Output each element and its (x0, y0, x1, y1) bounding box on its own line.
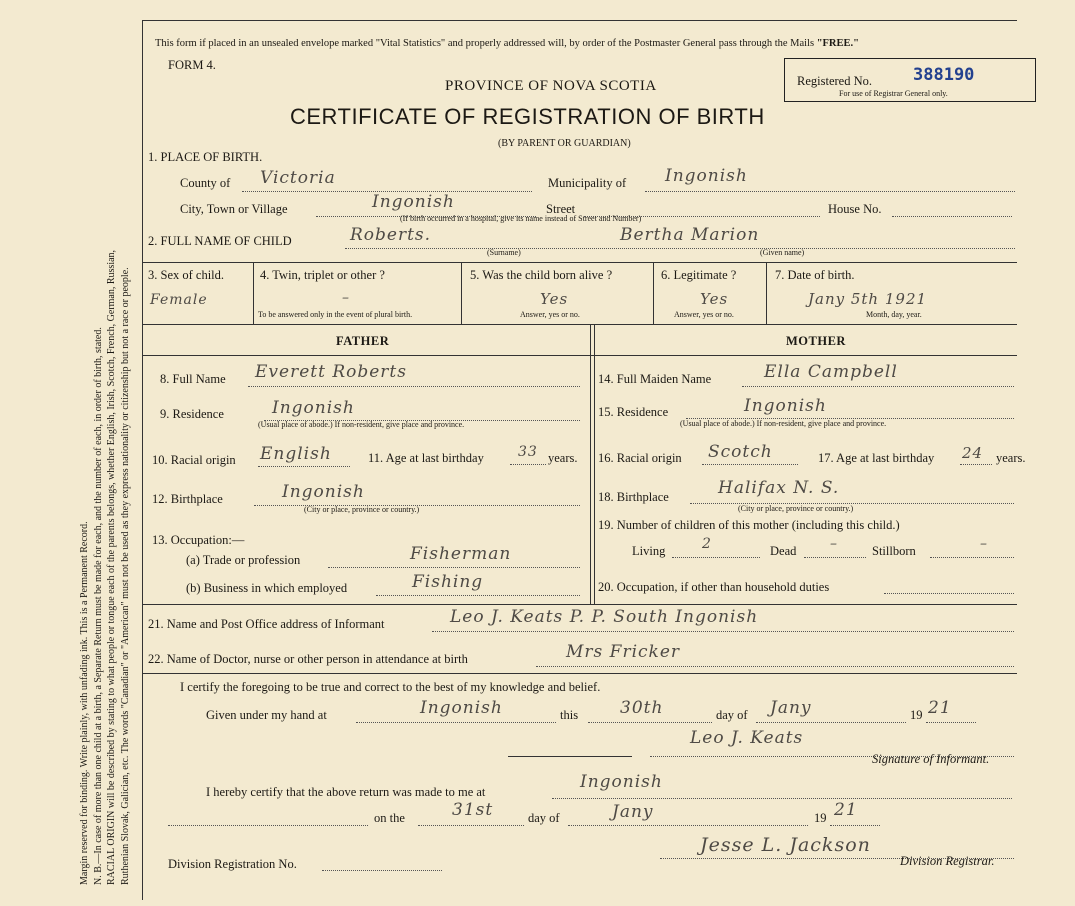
registrar-day-of-label: day of (528, 811, 560, 825)
municipality-label: Municipality of (548, 176, 627, 190)
mother-birthplace-label: 18. Birthplace (598, 490, 669, 504)
registrar-place-line (552, 798, 1012, 799)
frame-top-rule (142, 20, 1017, 21)
parents-heading-rule (142, 355, 1017, 356)
mother-residence-label: 15. Residence (598, 405, 669, 419)
registrar-note: For use of Registrar General only. (839, 89, 948, 98)
stillborn-label: Stillborn (872, 544, 916, 558)
legitimate-label: 6. Legitimate ? (661, 268, 737, 282)
father-birthplace-label: 12. Birthplace (152, 492, 223, 506)
parents-divider-2 (594, 324, 595, 604)
registrar-day-line (418, 825, 524, 826)
father-name-value: Everett Roberts (255, 362, 407, 382)
given-day-value: 30th (620, 698, 664, 718)
registrar-month-line (568, 825, 808, 826)
father-age-line (510, 464, 546, 465)
alive-note: Answer, yes or no. (520, 310, 580, 319)
business-line (376, 595, 580, 596)
margin-notes (78, 250, 132, 885)
given-this-label: this (560, 708, 579, 722)
registrar-signature-caption: Division Registrar. (900, 854, 995, 868)
house-line (892, 216, 1012, 217)
row3-divider-4 (766, 262, 767, 324)
informant-label: 21. Name and Post Office address of Informant (148, 617, 385, 631)
mother-age-line (960, 464, 992, 465)
children-count-label: 19. Number of children of this mother (including this child.) (598, 518, 900, 532)
page-title: CERTIFICATE OF REGISTRATION OF BIRTH (290, 104, 765, 129)
row3-top-rule (142, 262, 1017, 263)
informant-signature-caption: Signature of Informant. (872, 752, 990, 766)
municipality-line (645, 191, 1015, 192)
trade-line (328, 567, 580, 568)
given-year-prefix: 19 (910, 708, 923, 722)
registered-box (784, 58, 1036, 102)
father-racial-label: 10. Racial origin (152, 453, 236, 467)
street-label: Street (546, 202, 576, 216)
parents-divider (590, 324, 591, 604)
province-heading: PROVINCE OF NOVA SCOTIA (445, 78, 657, 94)
dead-value: – (830, 536, 838, 552)
living-label: Living (632, 544, 666, 558)
mother-racial-line (702, 464, 798, 465)
registrar-year-prefix: 19 (814, 811, 827, 825)
father-racial-line (258, 466, 350, 467)
informant-value: Leo J. Keats P. P. South Ingonish (450, 607, 759, 627)
division-registration-line (322, 870, 442, 871)
child-given-value: Bertha Marion (620, 225, 760, 245)
mother-occupation-label: 20. Occupation, if other than household duties (598, 580, 830, 594)
mother-birthplace-value: Halifax N. S. (718, 478, 840, 498)
row3-divider-3 (653, 262, 654, 324)
page-subtitle: (BY PARENT OR GUARDIAN) (498, 138, 631, 149)
registrar-lead-line (168, 825, 368, 826)
city-value: Ingonish (372, 192, 455, 212)
father-residence-note: (Usual place of abode.) If non-resident, give place and province. (258, 420, 465, 429)
row3-bottom-rule (142, 324, 1017, 325)
mother-years: years. (996, 451, 1026, 465)
mother-name-value: Ella Campbell (764, 362, 898, 382)
alive-value: Yes (540, 290, 569, 308)
twin-note: To be answered only in the event of plural birth. (258, 310, 413, 319)
dead-label: Dead (770, 544, 797, 558)
child-name-line (345, 248, 1015, 249)
registered-label: Registered No. (797, 74, 872, 88)
short-rule (508, 756, 632, 757)
father-heading: FATHER (336, 334, 390, 348)
margin-note-3: RACIAL ORIGIN will be described by stating to what people or tongue each of the parents belongs, whether English, Irish, Scotch, French, German, Russian, (106, 249, 117, 885)
registrar-year-line (830, 825, 880, 826)
county-label: County of (180, 176, 231, 190)
dead-line (804, 557, 866, 558)
mother-racial-label: 16. Racial origin (598, 451, 682, 465)
margin-note-2: N. B.—In case of more than one child at a birth, a Separate Return must be made for each, and the number of each, in order of birth, stated. (92, 327, 104, 885)
certification-top-rule (142, 673, 1017, 674)
sex-value: Female (150, 292, 208, 308)
mother-occupation-line (884, 593, 1014, 594)
registrar-place-value: Ingonish (580, 772, 663, 792)
stillborn-line (930, 557, 1014, 558)
mother-racial-value: Scotch (708, 442, 773, 462)
form-number: FORM 4. (168, 58, 216, 72)
father-racial-value: English (260, 444, 332, 464)
doctor-value: Mrs Fricker (566, 642, 681, 662)
given-year-line (926, 722, 976, 723)
mother-heading: MOTHER (786, 334, 846, 348)
father-residence-label: 9. Residence (160, 407, 224, 421)
place-of-birth-heading: 1. PLACE OF BIRTH. (148, 150, 263, 164)
given-place-line (356, 722, 556, 723)
given-month-value: Jany (770, 698, 812, 718)
certify-statement: I certify the foregoing to be true and correct to the best of my knowledge and belief. (180, 680, 601, 694)
twin-value: – (342, 290, 350, 306)
given-place-value: Ingonish (420, 698, 503, 718)
registrar-statement: I hereby certify that the above return was made to me at (206, 785, 486, 799)
business-label: (b) Business in which employed (186, 581, 348, 595)
dob-note: Month, day, year. (866, 310, 922, 319)
mother-name-label: 14. Full Maiden Name (598, 372, 712, 386)
stillborn-value: – (980, 536, 988, 552)
living-line (672, 557, 760, 558)
trade-label: (a) Trade or profession (186, 553, 301, 567)
hospital-note: (If birth occurred in a hospital, give its name instead of Street and Number) (400, 214, 642, 223)
business-value: Fishing (412, 572, 484, 592)
trade-value: Fisherman (410, 544, 512, 564)
mother-birthplace-note: (City or place, province or country.) (738, 504, 854, 513)
alive-label: 5. Was the child born alive ? (470, 268, 613, 282)
father-age-value: 33 (518, 444, 538, 460)
given-month-line (756, 722, 906, 723)
given-label: Given under my hand at (206, 708, 327, 722)
mother-age-value: 24 (962, 444, 984, 462)
on-the-label: on the (374, 811, 405, 825)
father-residence-value: Ingonish (272, 398, 355, 418)
margin-note-4: Ruthenian Slovak, Galician, etc. The words "Canadian" or "American" must not be used as they express nationality or citizenship but not a race or people. (119, 267, 131, 885)
mother-residence-note: (Usual place of abode.) If non-resident, give place and province. (680, 419, 887, 428)
father-birthplace-value: Ingonish (282, 482, 365, 502)
father-name-label: 8. Full Name (160, 372, 226, 386)
father-age-label: 11. Age at last birthday (368, 451, 484, 465)
city-label: City, Town or Village (180, 202, 288, 216)
given-day-of-label: day of (716, 708, 748, 722)
surname-caption: (Surname) (487, 248, 521, 257)
registrar-year-value: 21 (834, 800, 858, 820)
informant-signature-value: Leo J. Keats (690, 728, 804, 748)
county-value: Victoria (260, 168, 336, 188)
margin-note-1: Margin reserved for binding. Write plainly, with unfading ink. This is a Permanent Record. (79, 521, 90, 885)
legitimate-note: Answer, yes or no. (674, 310, 734, 319)
informant-line (432, 631, 1014, 632)
registrar-signature-value: Jesse L. Jackson (700, 834, 871, 856)
mother-residence-value: Ingonish (744, 396, 827, 416)
mother-age-label: 17. Age at last birthday (818, 451, 935, 465)
given-day-line (588, 722, 712, 723)
father-name-line (248, 386, 580, 387)
postal-free: "FREE." (816, 38, 859, 49)
living-value: 2 (702, 536, 712, 552)
child-surname-value: Roberts. (350, 225, 432, 245)
municipality-value: Ingonish (665, 166, 748, 186)
legitimate-value: Yes (700, 290, 729, 308)
postal-note: This form if placed in an unsealed envelope marked "Vital Statistics" and properly addressed will, by order of the Postmaster General pass through the Mails "FREE." (155, 38, 859, 49)
registrar-month-value: Jany (612, 802, 654, 822)
doctor-label: 22. Name of Doctor, nurse or other person in attendance at birth (148, 652, 468, 666)
registered-number: 388190 (913, 65, 975, 85)
division-registration-label: Division Registration No. (168, 857, 297, 871)
father-years: years. (548, 451, 578, 465)
doctor-line (536, 666, 1014, 667)
sex-label: 3. Sex of child. (148, 268, 225, 282)
given-year-value: 21 (928, 698, 952, 718)
occupation-label: 13. Occupation:— (152, 533, 245, 547)
child-name-label: 2. FULL NAME OF CHILD (148, 234, 292, 248)
house-label: House No. (828, 202, 882, 216)
row3-divider-1 (253, 262, 254, 324)
row3-divider-2 (461, 262, 462, 324)
registrar-day-value: 31st (452, 800, 494, 820)
father-birthplace-note: (City or place, province or country.) (304, 505, 420, 514)
mother-name-line (742, 386, 1014, 387)
twin-label: 4. Twin, triplet or other ? (260, 268, 385, 282)
parents-bottom-rule (142, 604, 1017, 605)
dob-value: Jany 5th 1921 (808, 290, 928, 308)
dob-label: 7. Date of birth. (775, 268, 855, 282)
given-caption: (Given name) (760, 248, 805, 257)
frame-left-rule (142, 20, 143, 900)
